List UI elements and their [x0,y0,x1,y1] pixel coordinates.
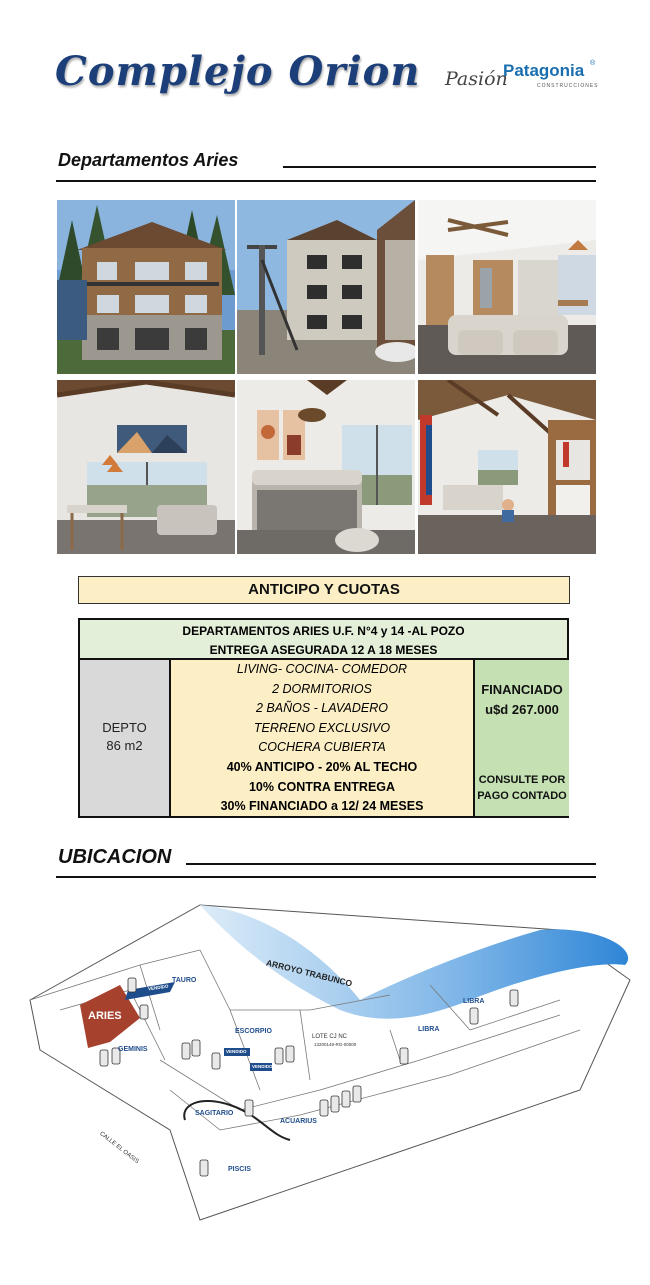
section-divider [56,876,596,878]
features-cell [171,660,473,816]
complex-title: Complejo Orion [55,48,421,95]
title-underline [186,863,596,865]
photo-master-bedroom [237,380,415,554]
feature-item: 2 DORMITORIOS [272,681,372,696]
title-underline [283,166,596,168]
feature-item: 2 BAÑOS - LAVADERO [256,701,388,716]
feature-item: LIVING- COCINA- COMEDOR [236,662,408,676]
brand-subtitle: CONSTRUCCIONES [537,83,599,89]
feature-item: TERRENO EXCLUSIVO [253,720,391,735]
label-lot-escorpio: ESCORPIO [235,1028,272,1035]
financed-cell [473,660,569,816]
label-lot-libra: LIBRA [418,1026,440,1033]
header-line-delivery: ENTREGA ASEGURADA 12 A 18 MESES [209,643,438,657]
unit-cell [80,660,171,816]
label-sold: VENDIDO [252,1064,273,1069]
brand-name: Patagonia [503,61,585,80]
term-item: 40% ANTICIPO - 20% AL TECHO [226,759,418,774]
label-lot-id: LOTE CJ NC [312,1034,348,1040]
label-street: CALLE EL OASIS [98,1130,140,1166]
header-line-units: DEPARTAMENTOS ARIES U.F. N°4 y 14 -AL POZO [182,624,465,638]
financed-label: FINANCIADO [481,682,563,697]
contact-line: PAGO CONTADO [477,790,567,802]
feature-item: COCHERA CUBIERTA [258,740,386,755]
section-divider [56,180,596,182]
contact-line: CONSULTE POR [478,774,566,786]
photo-dining-room [57,380,235,554]
site-map [0,890,650,1280]
term-item: 10% CONTRA ENTREGA [248,779,396,794]
label-lot-acuarius: ACUARIUS [280,1118,317,1125]
photo-kids-bedroom [418,380,596,554]
label-stream: ARROYO TRABUNCO [265,957,354,989]
photo-exterior-front [57,200,235,374]
photo-living-kitchen [418,200,596,374]
label-lot-geminis: GEMINIS [118,1046,148,1053]
label-lot-piscis: PISCIS [228,1166,251,1173]
term-item: 30% FINANCIADO a 12/ 24 MESES [220,799,424,814]
unit-area: 86 m2 [106,738,143,753]
label-lot-code: 13200149-RG-00000 [314,1042,357,1047]
section-title-ubicacion: UBICACION [58,846,172,868]
brand-registered: ® [590,60,596,67]
anticipo-banner: ANTICIPO Y CUOTAS [78,576,570,604]
pricing-table [78,618,569,818]
brand-logo [415,58,599,98]
label-sold: VENDIDO [226,1049,247,1054]
financed-price: u$d 267.000 [485,702,559,717]
brand-script: Pasión [445,68,508,90]
photo-exterior-side [237,200,415,374]
label-lot-sagitario: SAGITARIO [195,1110,234,1117]
label-lot-tauro: TAURO [172,977,197,984]
table-header [80,620,567,660]
label-lot-aries: ARIES [88,1010,122,1022]
label-lot-libra-2: LIBRA [463,998,485,1005]
section-title-departamentos: Departamentos Aries [58,150,239,170]
unit-type: DEPTO [102,720,147,735]
label-sold: VENDIDO [147,983,169,992]
